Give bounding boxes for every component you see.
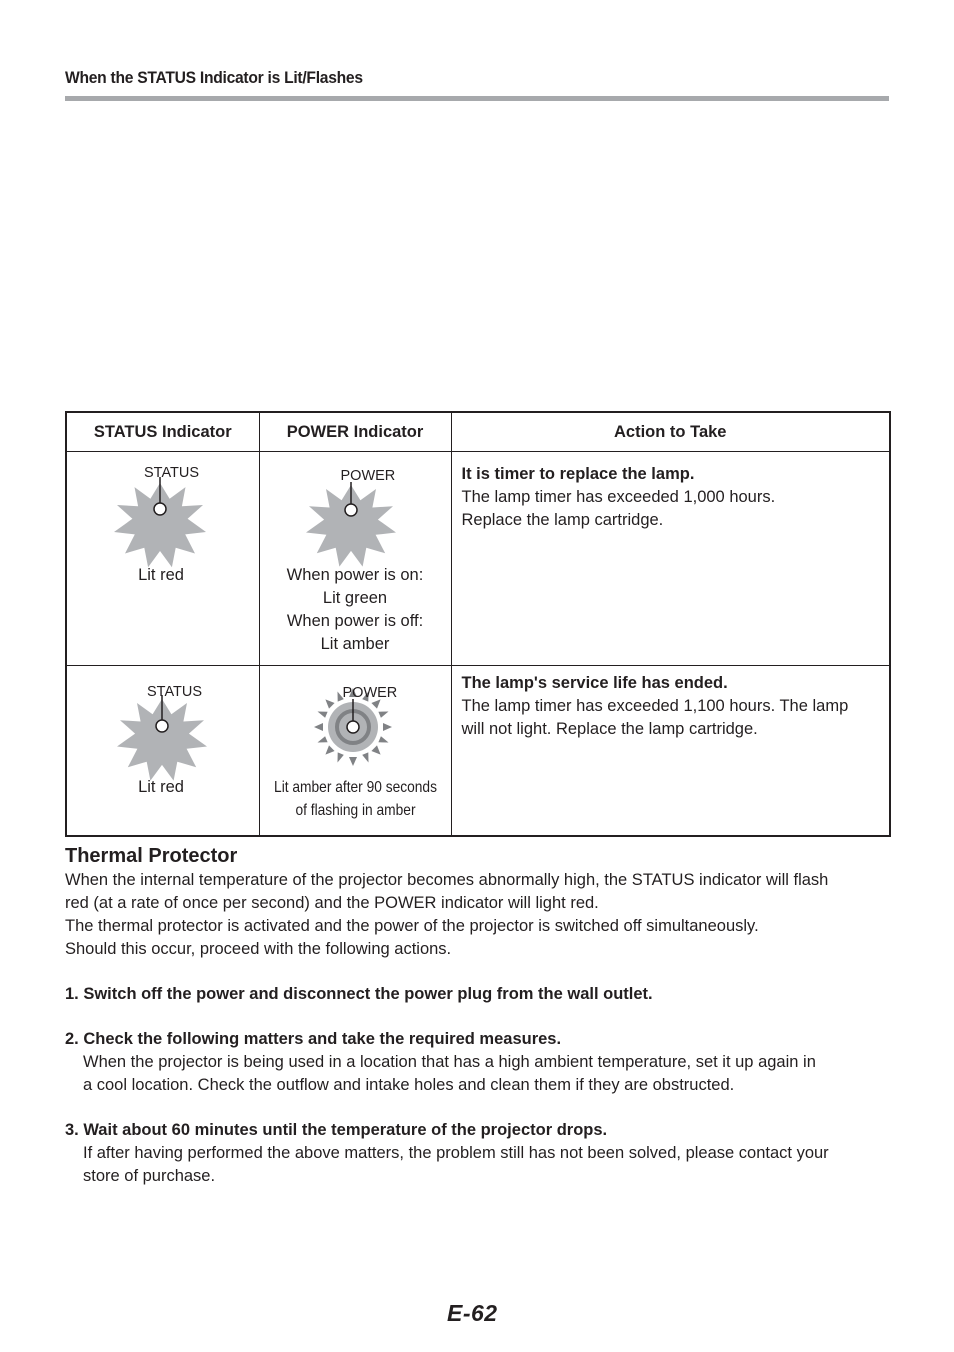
status-caption: Lit red [138, 566, 184, 584]
power-caption-line: Lit amber [320, 635, 390, 653]
power-caption-line: of flashing in amber [294, 802, 416, 819]
power-caption-line: When power is on: [286, 566, 424, 584]
table-row [66, 452, 890, 666]
table-row [66, 666, 890, 836]
power-caption-line: When power is off: [286, 612, 424, 630]
step-body-line: If after having performed the above matters, the problem still has not been solved, please contact your [83, 1144, 829, 1162]
power-label: POWER [342, 685, 398, 701]
step-2 [65, 1028, 891, 1097]
status-label: STATUS [147, 684, 203, 700]
status-cell [66, 666, 259, 836]
intro-line: red (at a rate of once per second) and the POWER indicator will light red. [65, 894, 599, 912]
power-caption [260, 564, 451, 656]
header-power: POWER Indicator [259, 412, 451, 452]
intro-line: The thermal protector is activated and the power of the projector is switched off simultaneously. [65, 917, 759, 935]
power-cell [259, 666, 451, 836]
action-heading: The lamp's service life has ended. [461, 674, 728, 692]
thermal-title: Thermal Protector [65, 845, 238, 867]
action-line: The lamp timer has exceeded 1,000 hours. [461, 488, 776, 506]
status-cell [66, 452, 259, 666]
step-heading: 2. Check the following matters and take the required measures. [65, 1030, 562, 1048]
step-body-line: When the projector is being used in a location that has a high ambient temperature, set it up again in [83, 1053, 816, 1071]
indicator-table [65, 411, 891, 837]
step-heading: 1. Switch off the power and disconnect the power plug from the wall outlet. [65, 985, 653, 1003]
action-cell [451, 452, 890, 666]
action-cell [451, 666, 890, 836]
step-3 [65, 1119, 891, 1188]
power-caption [273, 776, 437, 822]
power-cell [259, 452, 451, 666]
action-line: will not light. Replace the lamp cartridge. [461, 720, 758, 738]
header-status: STATUS Indicator [66, 412, 259, 452]
power-caption-line: Lit amber after 90 seconds [273, 779, 437, 796]
page-number: E-62 [447, 1300, 498, 1326]
status-label: STATUS [144, 465, 200, 481]
action-heading: It is timer to replace the lamp. [461, 465, 695, 483]
power-caption-line: Lit green [322, 589, 388, 607]
table-header-row [66, 412, 890, 452]
header-action: Action to Take [451, 412, 890, 452]
intro-line: When the internal temperature of the projector becomes abnormally high, the STATUS indicator will flash [65, 871, 829, 889]
intro-line: Should this occur, proceed with the following actions. [65, 940, 452, 958]
status-caption: Lit red [138, 778, 184, 796]
step-1 [65, 983, 891, 1006]
step-body-line: a cool location. Check the outflow and intake holes and clean them if they are obstructed. [83, 1076, 735, 1094]
section-title: When the STATUS Indicator is Lit/Flashes [65, 68, 363, 87]
step-heading: 3. Wait about 60 minutes until the temperature of the projector drops. [65, 1121, 608, 1139]
power-label: POWER [340, 468, 396, 484]
thermal-intro [65, 869, 891, 961]
step-body-line: store of purchase. [83, 1167, 216, 1185]
action-line: Replace the lamp cartridge. [461, 511, 664, 529]
status-lit-icon [67, 452, 260, 666]
action-line: The lamp timer has exceeded 1,100 hours. The lamp [461, 697, 849, 715]
title-rule [65, 96, 889, 101]
